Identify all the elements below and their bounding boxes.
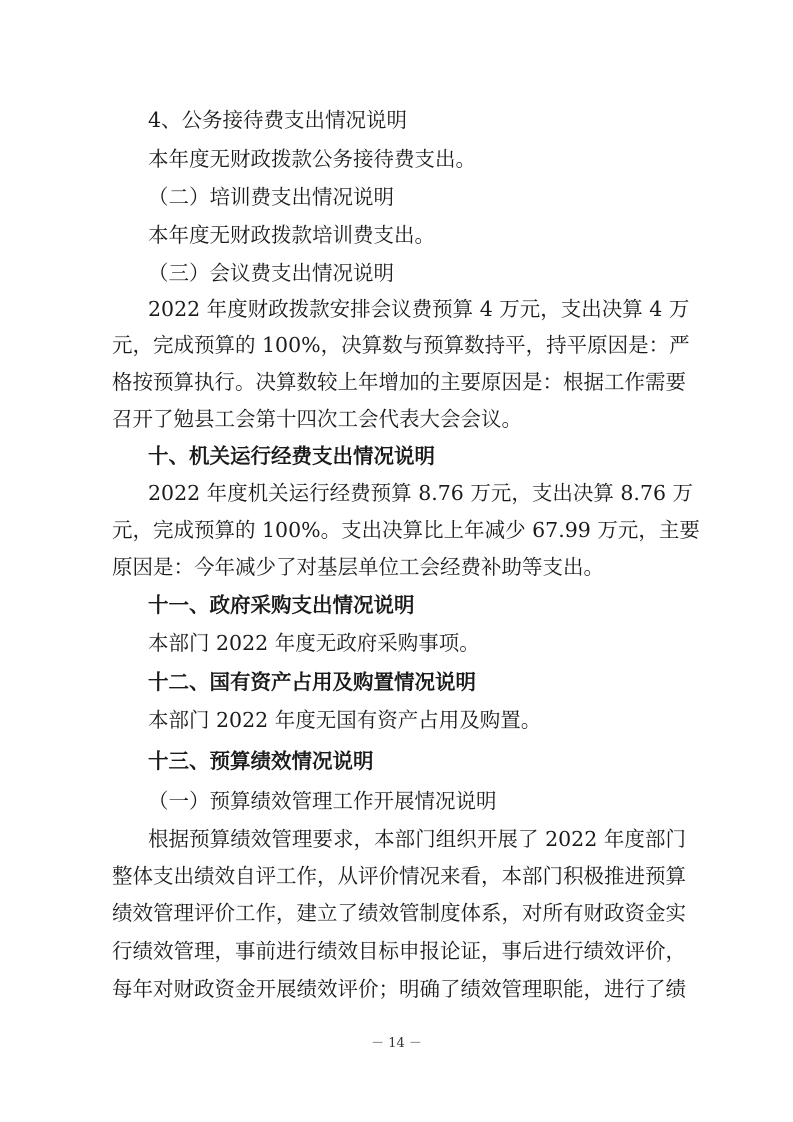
paragraph-line: 本部门 2022 年度无国有资产占用及购置。 — [148, 708, 542, 732]
paragraph-line: 本年度无财政拨款公务接待费支出。 — [148, 147, 476, 171]
paragraph-line: 元，完成预算的 100%。支出决算比上年减少 67.99 万元，主要 — [112, 518, 700, 542]
heading-section-13: 十三、预算绩效情况说明 — [148, 749, 374, 773]
paragraph-line: 本年度无财政拨款培训费支出。 — [148, 223, 435, 247]
paragraph-line: 2022 年度机关运行经费预算 8.76 万元，支出决算 8.76 万 — [148, 481, 694, 505]
heading-performance-management: （一）预算绩效管理工作开展情况说明 — [148, 789, 497, 813]
paragraph-line: 绩效管理评价工作，建立了绩效管制度体系，对所有财政资金实 — [112, 901, 686, 925]
paragraph-line: 召开了勉县工会第十四次工会代表大会会议。 — [112, 407, 522, 431]
paragraph-line: 元，完成预算的 100%，决算数与预算数持平，持平原因是：严 — [112, 333, 690, 357]
heading-section-11: 十一、政府采购支出情况说明 — [148, 593, 415, 617]
heading-section-12: 十二、国有资产占用及购置情况说明 — [148, 670, 476, 694]
paragraph-line: 格按预算执行。决算数较上年增加的主要原因是：根据工作需要 — [112, 370, 686, 394]
heading-reception-expense: 4、公务接待费支出情况说明 — [148, 108, 408, 132]
heading-training-expense: （二）培训费支出情况说明 — [148, 185, 394, 209]
paragraph-line: 每年对财政资金开展绩效评价；明确了绩效管理职能，进行了绩 — [112, 977, 686, 1001]
paragraph-line: 原因是：今年减少了对基层单位工会经费补助等支出。 — [112, 555, 604, 579]
heading-meeting-expense: （三）会议费支出情况说明 — [148, 261, 394, 285]
heading-section-10: 十、机关运行经费支出情况说明 — [148, 444, 435, 468]
paragraph-line: 行绩效管理，事前进行绩效目标申报论证，事后进行绩效评价， — [112, 939, 686, 963]
paragraph-line: 整体支出绩效自评工作，从评价情况来看，本部门积极推进预算 — [112, 864, 686, 888]
paragraph-line: 2022 年度财政拨款安排会议费预算 4 万元，支出决算 4 万 — [148, 297, 690, 321]
page-number: － 14 － — [371, 1036, 422, 1051]
paragraph-line: 本部门 2022 年度无政府采购事项。 — [148, 631, 480, 655]
paragraph-line: 根据预算绩效管理要求，本部门组织开展了 2022 年度部门 — [148, 827, 686, 851]
